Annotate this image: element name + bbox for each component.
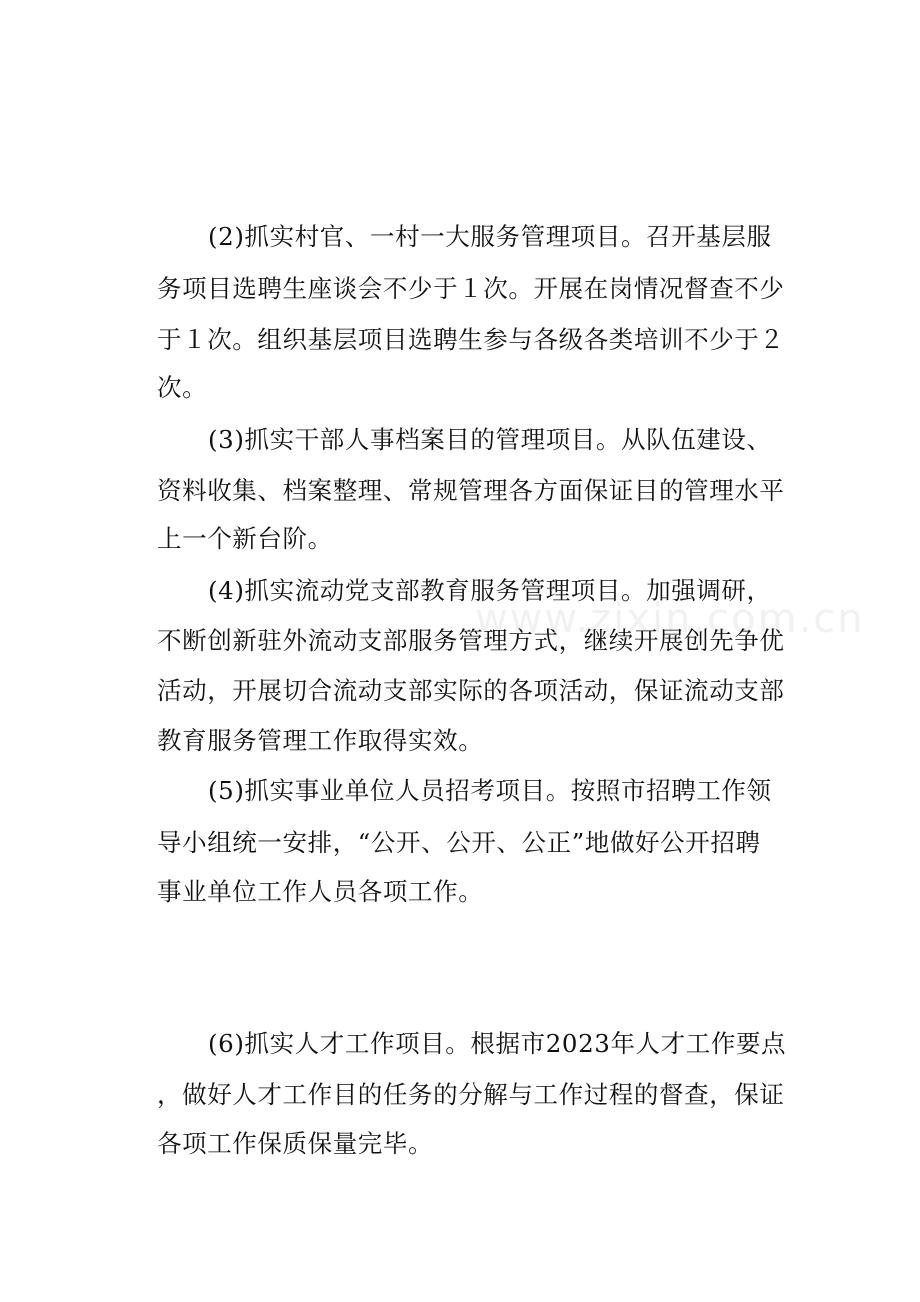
paragraph-6-line-3: 各项工作保质保量完毕。 (157, 1129, 434, 1158)
paragraph-2-line-1: (2)抓实村官、一村一大服务管理项目。召开基层服 (208, 222, 772, 251)
paragraph-5-line-1: (5)抓实事业单位人员招考项目。按照市招聘工作领 (208, 776, 772, 805)
paragraph-4-line-1: (4)抓实流动党支部教育服务管理项目。加强调研， (208, 576, 772, 605)
paragraph-2-line-2: 务项目选聘生座谈会不少于１次。开展在岗情况督查不少 (157, 274, 785, 303)
paragraph-4-line-4: 教育服务管理工作取得实效。 (157, 726, 484, 755)
paragraph-4-line-3: 活动，开展切合流动支部实际的各项活动，保证流动支部 (157, 676, 785, 705)
paragraph-6-line-1: (6)抓实人才工作项目。根据市2023年人才工作要点 (208, 1029, 787, 1058)
paragraph-4-line-2: 不断创新驻外流动支部服务管理方式，继续开展创先争优 (157, 626, 785, 655)
paragraph-2-line-4: 次。 (157, 373, 208, 402)
paragraph-2-line-3: 于１次。组织基层项目选聘生参与各级各类培训不少于２ (157, 325, 785, 354)
watermark-text: www.zixin.com.cn (475, 596, 865, 642)
paragraph-5-line-3: 事业单位工作人员各项工作。 (157, 877, 484, 906)
paragraph-6-line-2: ，做好人才工作目的任务的分解与工作过程的督查，保证 (157, 1080, 785, 1109)
paragraph-3-line-1: (3)抓实干部人事档案目的管理项目。从队伍建设、 (208, 425, 772, 454)
paragraph-5-line-2: 导小组统一安排，“公开、公开、公正”地做好公开招聘 (157, 828, 761, 857)
paragraph-3-line-3: 上一个新台阶。 (157, 524, 333, 553)
paragraph-3-line-2: 资料收集、档案整理、常规管理各方面保证目的管理水平 (157, 476, 785, 505)
